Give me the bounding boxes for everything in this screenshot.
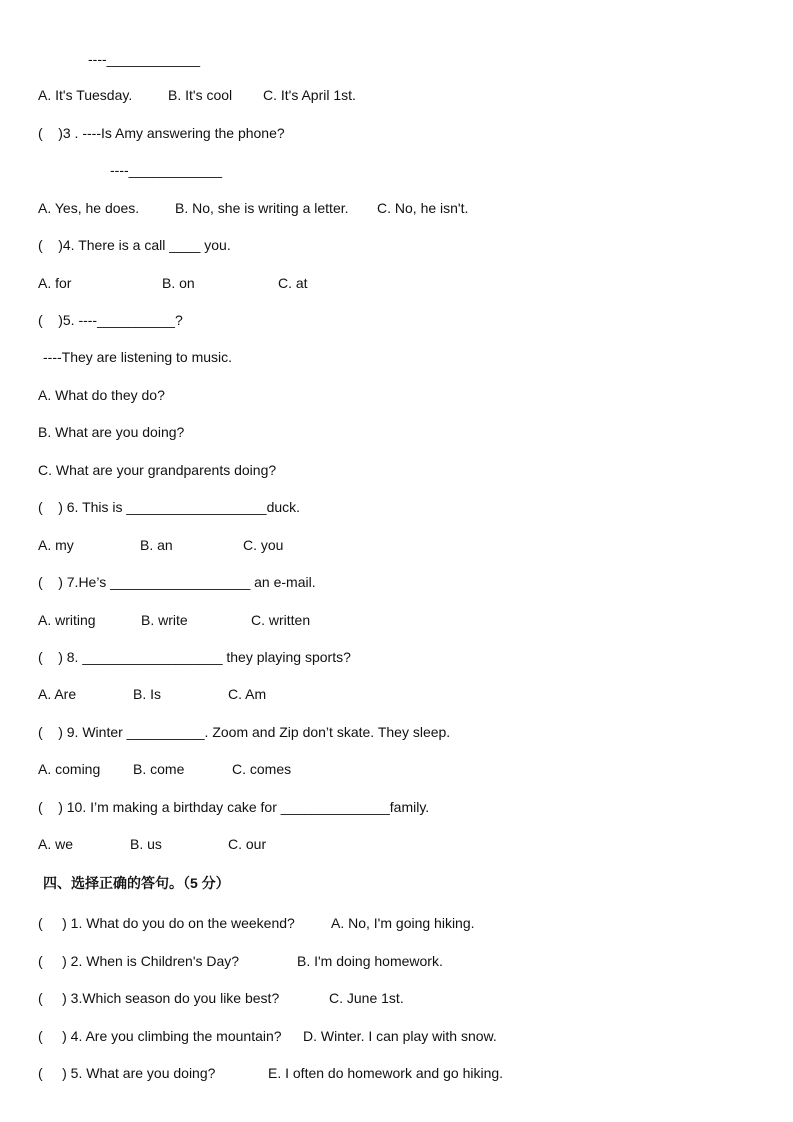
q2-option-a: A. It's Tuesday. [38,87,133,103]
q8-option-c: C. Am [228,686,267,702]
q10-option-b: B. us [130,836,162,852]
q6-option-c: C. you [243,537,284,553]
q10-stem: ( ) 10. I’m making a birthday cake for ______________family. [38,799,430,815]
q3-stem: ( )3 . ----Is Amy answering the phone? [38,125,285,141]
section4-item-4-stem: ( ) 4. Are you climbing the mountain? [38,1028,282,1044]
q9-option-a: A. coming [38,761,101,777]
q9-option-b: B. come [133,761,185,777]
q5-option-a: A. What do they do? [38,387,165,403]
q5-option-b: B. What are you doing? [38,424,185,440]
q2-option-b: B. It's cool [168,87,233,103]
q3-option-a: A. Yes, he does. [38,200,140,216]
q8-stem: ( ) 8. __________________ they playing sports? [38,649,351,665]
q10-option-c: C. our [228,836,267,852]
q5-stem: ( )5. ----__________? [38,312,183,328]
section4-answer-c: C. June 1st. [329,990,404,1006]
q8-option-b: B. Is [133,686,162,702]
section4-heading: 四、选择正确的答句。（5 分） [43,875,230,891]
q5-response: ----They are listening to music. [43,349,233,365]
q5-option-c: C. What are your grandparents doing? [38,462,277,478]
q7-stem: ( ) 7.He’s __________________ an e-mail. [38,574,316,590]
q10-option-a: A. we [38,836,74,852]
q3-answer-line: ----____________ [110,162,223,178]
q3-option-b: B. No, she is writing a letter. [175,200,349,216]
q9-stem: ( ) 9. Winter __________. Zoom and Zip don’t skate. They sleep. [38,724,451,740]
q4-stem: ( )4. There is a call ____ you. [38,237,231,253]
q7-option-b: B. write [141,612,188,628]
q6-stem: ( ) 6. This is __________________duck. [38,499,301,515]
q7-option-a: A. writing [38,612,96,628]
q3-option-c: C. No, he isn't. [377,200,469,216]
section4-answer-a: A. No, I'm going hiking. [331,915,475,931]
section4-item-2-stem: ( ) 2. When is Children's Day? [38,953,240,969]
q6-option-b: B. an [140,537,173,553]
q7-option-c: C. written [251,612,311,628]
q9-option-c: C. comes [232,761,292,777]
q4-option-b: B. on [162,275,195,291]
section4-answer-e: E. I often do homework and go hiking. [268,1065,504,1081]
section4-answer-b: B. I'm doing homework. [297,953,443,969]
q2-answer-line: ----____________ [88,51,201,67]
q4-option-a: A. for [38,275,72,291]
section4-item-3-stem: ( ) 3.Which season do you like best? [38,990,280,1006]
q2-option-c: C. It's April 1st. [263,87,356,103]
section4-answer-d: D. Winter. I can play with snow. [303,1028,497,1044]
q6-option-a: A. my [38,537,74,553]
section4-item-5-stem: ( ) 5. What are you doing? [38,1065,216,1081]
q4-option-c: C. at [278,275,308,291]
section4-item-1-stem: ( ) 1. What do you do on the weekend? [38,915,295,931]
q8-option-a: A. Are [38,686,77,702]
